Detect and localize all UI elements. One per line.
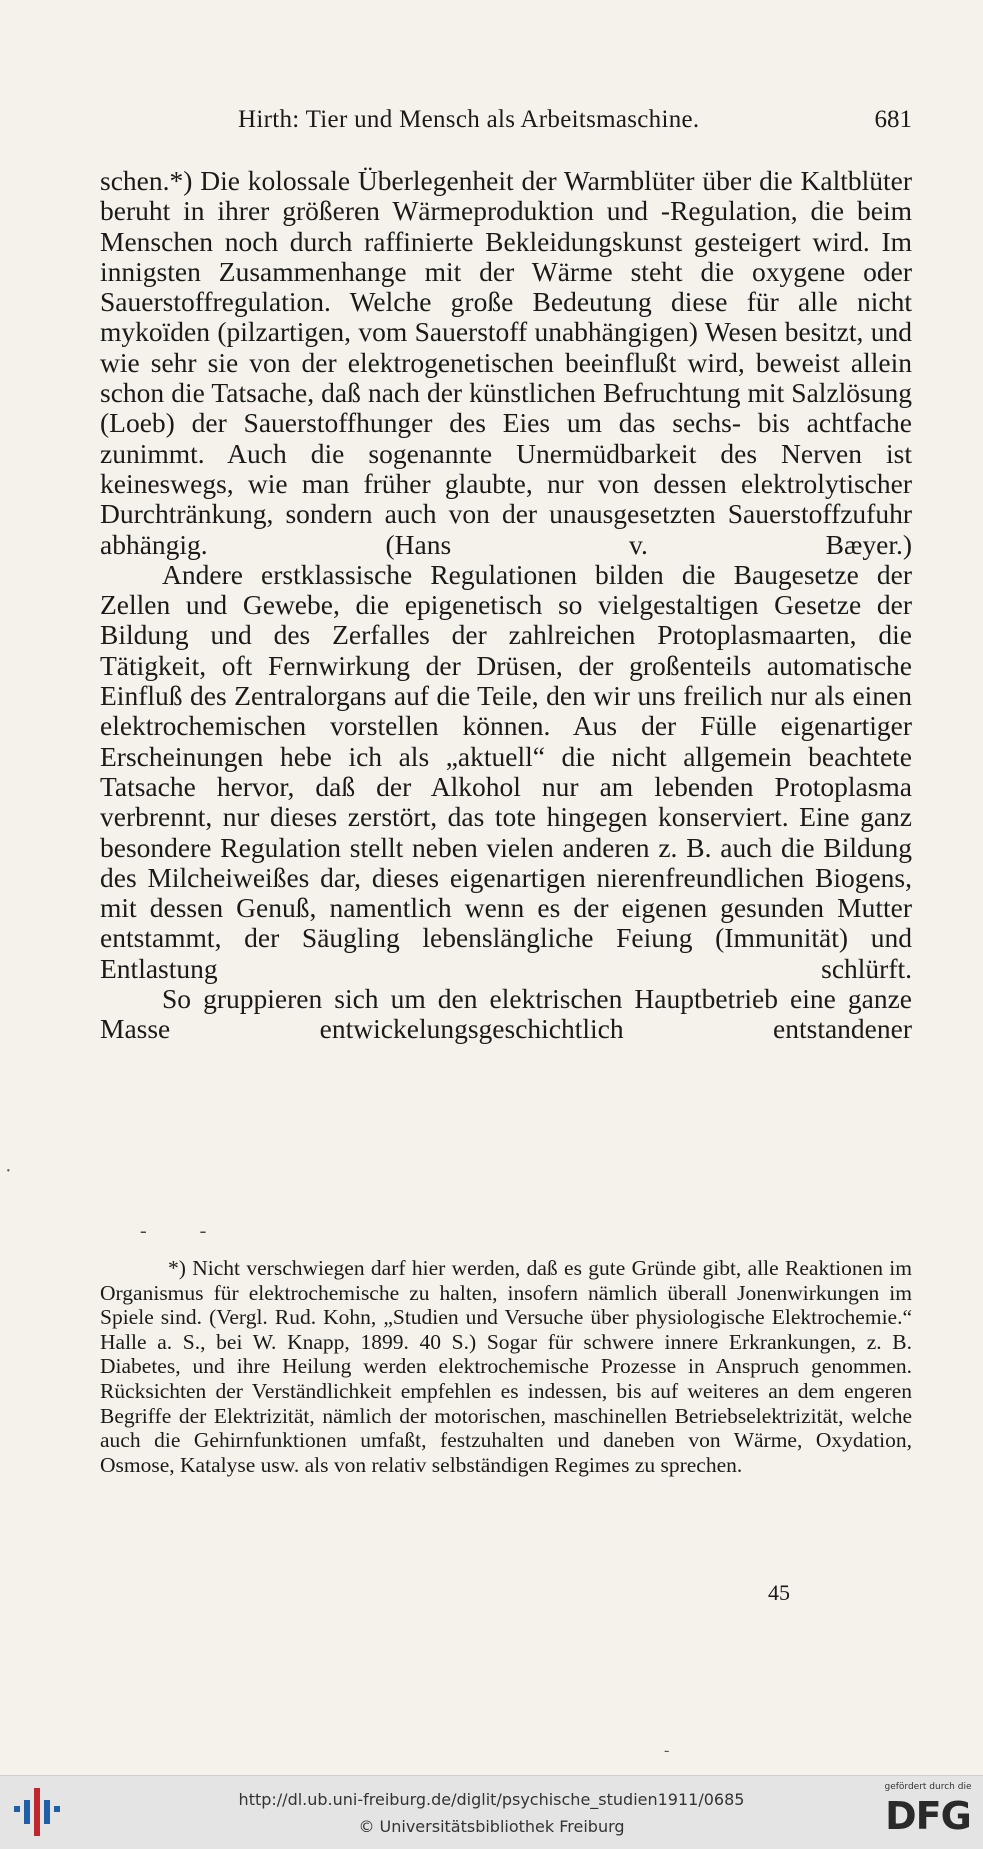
running-title: Hirth: Tier und Mensch als Arbeitsmaschine. bbox=[238, 106, 700, 133]
sheet-signature-number: 45 bbox=[768, 1580, 790, 1605]
dfg-logo-text: DFG bbox=[885, 1794, 971, 1838]
footnote-text: *) Nicht verschwiegen darf hier werden, daß es gute Gründe gibt, alle Reaktionen im Organismus für elektrochemische zu halten, insofern nämlich überall Jonenwirkungen im Spiele sind. (Vergl. Rud. Kohn, „Studien und Versuche über physiologische Elektrochemie.“ Halle a. S., bei W. Knapp, 1899. 40 S.) Sogar für schwere innere Erkrankungen, z. B. Diabetes, und ihre Heilung werden elektrochemische Prozesse in Anspruch genommen. Rücksichten der Verständlichkeit empfehlen es indessen, bis auf weiteres an dem engeren Begriffe der Elektrizität, nämlich der motorischen, maschinellen Betriebselektrizität, welche auch die Gehirnfunktionen umfaßt, festzuhalten und daneben von Wärme, Oxydation, Osmose, Katalyse usw. als von relativ selbständigen Regimes zu sprechen. bbox=[100, 1256, 912, 1477]
separator-dashes: - - bbox=[140, 1220, 231, 1242]
viewer-footer bbox=[0, 1775, 983, 1849]
paragraph-1: schen.*) Die kolossale Überlegenheit der Warmblüter über die Kaltblüter beruht in ihrer größeren Wärmeproduktion und -Regulation, die beim Menschen noch durch raffinierte Bekleidungskunst gesteigert wird. Im innigsten Zusammenhange mit der Wärme steht die oxygene oder Sauerstoffregulation. Welche große Bedeutung diese für alle nicht mykoïden (pilzartigen, vom Sauerstoff unabhängigen) Wesen besitzt, und wie sehr sie von der elektrogenetischen beeinflußt wird, beweist allein schon die Tatsache, daß nach der künstlichen Befruchtung mit Salzlösung (Loeb) der Sauerstoffhunger des Eies um das sechs- bis achtfache zunimmt. Auch die sogenannte Unermüdbarkeit des Nerven ist keineswegs, wie man früher glaubte, nur von dessen elektrolytischer Durchtränkung, sondern auch von der unausgesetzten Sauerstoffzufuhr abhängig. (Hans v. Bæyer.) bbox=[100, 165, 912, 560]
main-text bbox=[100, 166, 912, 1045]
permalink-url[interactable]: http://dl.ub.uni-freiburg.de/diglit/psychische_studien1911/0685 bbox=[238, 1790, 745, 1809]
page-number: 681 bbox=[874, 106, 912, 133]
dfg-caption: gefördert durch die bbox=[884, 1782, 972, 1792]
footnote bbox=[100, 1256, 912, 1477]
dfg-logo[interactable] bbox=[883, 1782, 973, 1844]
scan-mark-dash: - bbox=[664, 1742, 670, 1759]
paragraph-2: Andere erstklassische Regulationen bilden die Baugesetze der Zellen und Gewebe, die epigenetisch so vielgestaltigen Gesetze der Bildung und des Zerfalles der zahlreichen Protoplasmaarten, die Tätigkeit, oft Fernwirkung der Drüsen, der großenteils automatische Einfluß des Zentralorgans auf die Teile, den wir uns freilich nur als einen elektrochemischen vorstellen können. Aus der Fülle eigenartiger Erscheinungen hebe ich als „aktuell“ die nicht allgemein beachtete Tatsache hervor, daß der Alkohol nur am lebenden Protoplasma verbrennt, nur dieses zerstört, das tote hingegen konserviert. Eine ganz besondere Regulation stellt neben vielen anderen z. B. auch die Bildung des Milcheiweißes dar, dieses eigenartigen nierenfreundlichen Biogens, mit dessen Genuß, namentlich wenn es der eigenen gesunden Mutter entstammt, der Säugling lebenslängliche Feiung (Immunität) und Entlastung schlürft. bbox=[100, 558, 912, 984]
paragraph-3: So gruppieren sich um den elektrischen Hauptbetrieb eine ganze Masse entwickelungsgeschichtlich entstandener bbox=[100, 983, 912, 1045]
copyright-notice: © Universitätsbibliothek Freiburg bbox=[358, 1817, 625, 1836]
page-header bbox=[100, 106, 912, 142]
scan-mark: · bbox=[5, 1160, 12, 1182]
